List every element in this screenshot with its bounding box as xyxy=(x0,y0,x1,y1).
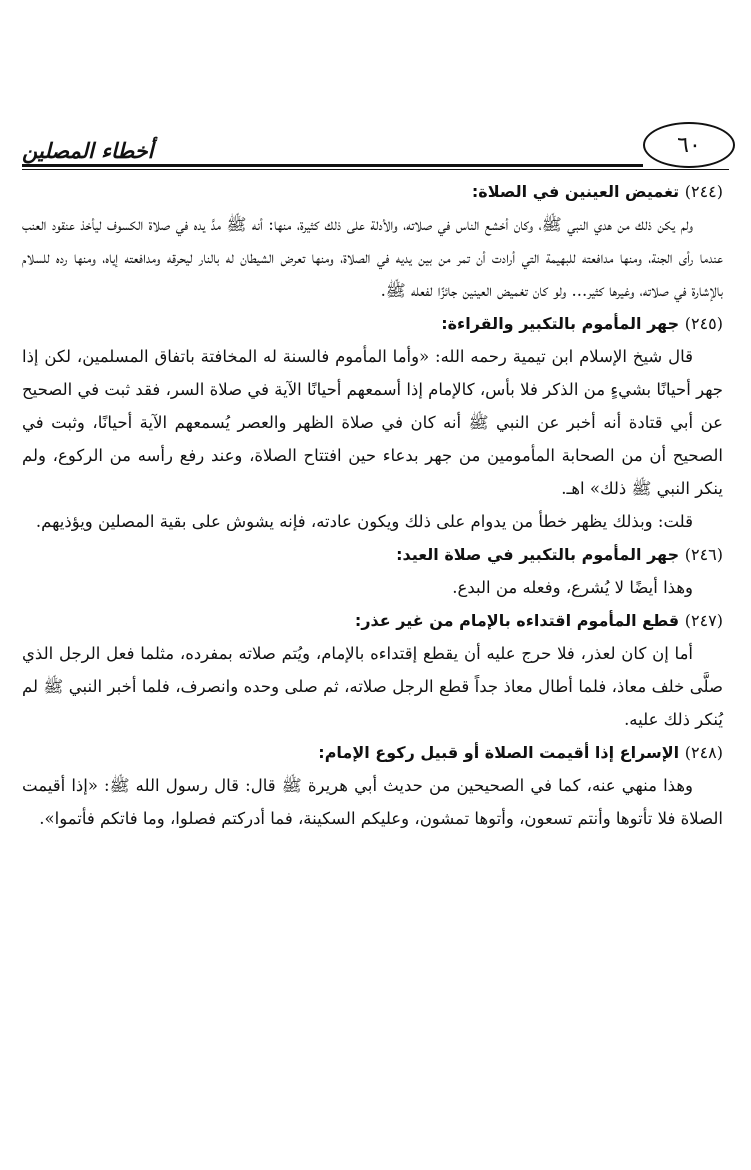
section-number: (٢٤٨) xyxy=(684,743,723,762)
section-number: (٢٤٧) xyxy=(684,611,723,630)
section-title: تغميض العينين في الصلاة: xyxy=(471,182,680,201)
section-paragraph: وهذا منهي عنه، كما في الصحيحين من حديث أبي هريرة ﷺ قال: قال رسول الله ﷺ: «إذا أقيمت الصلاة فلا تأتوها وأنتم تسعون، وأتوها تمشون، وعليكم السكينة، فما أدركتم فصلوا، وما فاتكم فأتموا». xyxy=(22,776,723,828)
page-content xyxy=(22,175,723,835)
section-heading-244 xyxy=(22,175,723,208)
section-number: (٢٤٦) xyxy=(684,545,723,564)
section-number: (٢٤٤) xyxy=(684,182,723,201)
page-number: ٦٠ xyxy=(643,122,735,168)
section-heading-245 xyxy=(22,307,723,340)
section-heading-248 xyxy=(22,736,723,769)
page-header xyxy=(22,120,701,168)
section-paragraph: قال شيخ الإسلام ابن تيمية رحمه الله: «وأما المأموم فالسنة له المخافتة باتفاق المسلمين، لكن إذا جهر أحيانًا بشيءٍ من الذكر فلا بأس، كالإمام إذا أسمعهم أحيانًا الآية في صلاة السر، فقد ثبت في الصحيح عن أبي قتادة أنه أخبر عن النبي ﷺ أنه كان في صلاة الظهر والعصر يُسمعهم الآية أحيانًا، وثبت في الصحيح أن من الصحابة المأمومين من جهر بدعاء حين افتتاح الصلاة، وعند رفع رأسه من الركوع، ولم ينكر النبي ﷺ ذلك» اهـ. xyxy=(22,347,723,498)
section-title: جهر المأموم بالتكبير في صلاة العيد: xyxy=(396,545,680,564)
section-title: الإسراع إذا أقيمت الصلاة أو قبيل ركوع الإمام: xyxy=(318,743,680,762)
section-heading-247 xyxy=(22,604,723,637)
header-rule-thick xyxy=(22,164,643,167)
section-title: جهر المأموم بالتكبير والقراءة: xyxy=(441,314,680,333)
section-number: (٢٤٥) xyxy=(684,314,723,333)
section-paragraph: قلت: وبذلك يظهر خطأ من يدوام على ذلك ويكون عادته، فإنه يشوش على بقية المصلين ويؤذيهم. xyxy=(35,512,693,531)
section-paragraph: وهذا أيضًا لا يُشرع، وفعله من البدع. xyxy=(452,578,693,597)
header-rule-thin xyxy=(22,169,729,170)
section-title: قطع المأموم اقتداءه بالإمام من غير عذر: xyxy=(354,611,680,630)
section-heading-246 xyxy=(22,538,723,571)
section-paragraph: ولم يكن ذلك من هدي النبي ﷺ، وكان أخشع الناس في صلاته، والأدلة على ذلك كثيرة، منها: أنه ﷺ مدَّ يده في صلاة الكسوف ليأخذ عنقود العنب عندما رأى الجنة، ومنها مدافعته للبهيمة التي أرادت أن تمر من بين يديه في الصلاة، ومنها تعرض الشيطان له بالنار ليحرقه ومدافعته إياه، ومنها رده للسلام بالإشارة في صلاته، وغيرها كثير... ولو كان تغميض العينين جائزًا لفعله ﷺ. xyxy=(22,215,723,300)
book-title: أخطاء المصلين xyxy=(22,138,154,163)
section-paragraph: أما إن كان لعذر، فلا حرج عليه أن يقطع إقتداءه بالإمام، ويُتم صلاته بمفرده، مثلما فعل الرجل الذي صلَّى خلف معاذ، فلما أطال معاذ جداً قطع الرجل صلاته، ثم صلى وحده وانصرف، فلما أخبر النبي ﷺ لم يُنكر ذلك عليه. xyxy=(22,644,723,729)
